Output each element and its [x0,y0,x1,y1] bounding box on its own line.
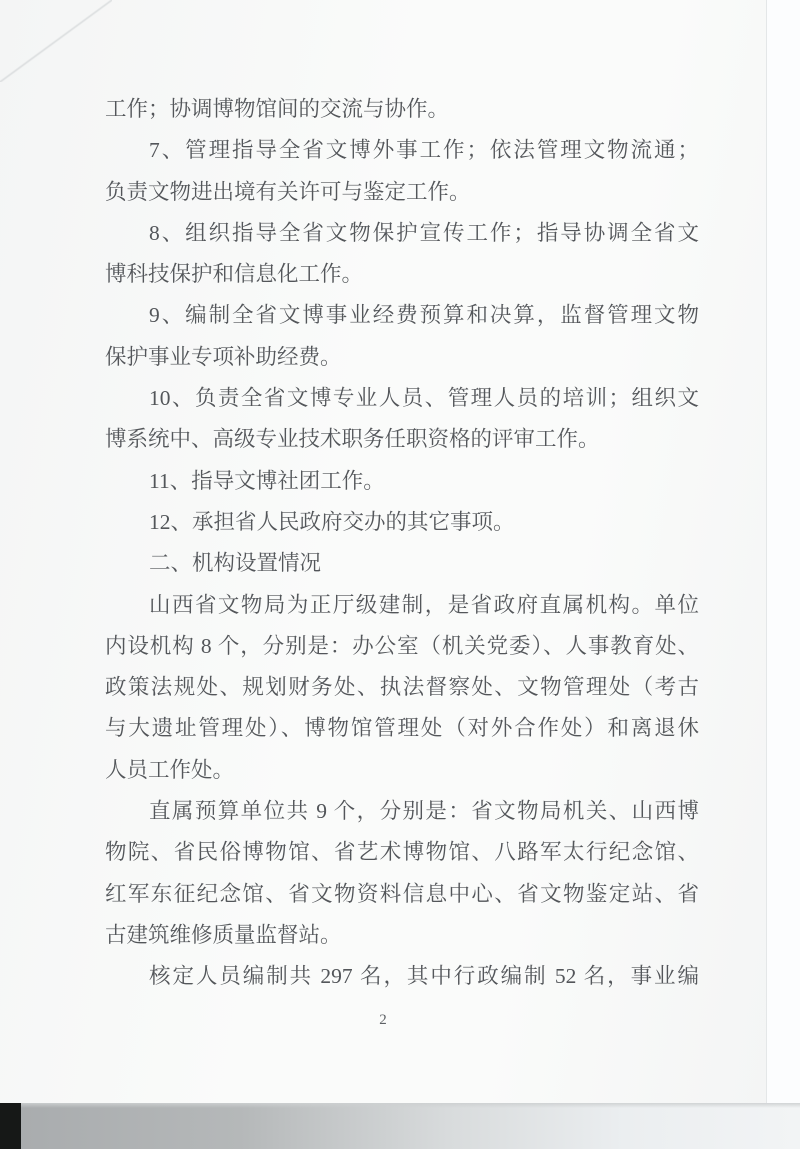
text-line: 保护事业专项补助经费。 [105,344,342,369]
text-line: 红军东征纪念馆、省文物资料信息中心、省文物鉴定站、省 [105,881,699,906]
text-line: 物院、省民俗博物馆、省艺术博物馆、八路军太行纪念馆、 [105,840,699,865]
text-line: 山西省文物局为正厅级建制，是省政府直属机构。单位 [149,592,699,617]
text-line: 古建筑维修质量监督站。 [105,922,342,947]
text-line: 9、编制全省文博事业经费预算和决算，监督管理文物 [149,303,699,328]
text-line: 11、指导文博社团工作。 [149,468,385,493]
text-line: 政策法规处、规划财务处、执法督察处、文物管理处（考古 [105,675,699,700]
text-line: 博科技保护和信息化工作。 [105,262,364,287]
text-line: 7、管理指导全省文博外事工作；依法管理文物流通； [149,138,699,163]
text-line: 10、负责全省文博专业人员、管理人员的培训；组织文 [149,386,699,411]
text-line: 直属预算单位共 9 个，分别是：省文物局机关、山西博 [149,799,699,824]
text-line: 与大遗址管理处）、博物馆管理处（对外合作处）和离退休 [105,716,699,741]
text-line: 12、承担省人民政府交办的其它事项。 [149,509,515,534]
scan-bottom-edge [0,1103,800,1149]
scan-corner-black-mark [0,1103,21,1149]
scan-right-margin [766,0,800,1103]
text-line: 人员工作处。 [105,757,235,782]
text-line: 负责文物进出境有关许可与鉴定工作。 [105,179,471,204]
text-line: 二、机构设置情况 [149,551,322,576]
document-text [105,89,699,998]
text-line: 内设机构 8 个，分别是：办公室（机关党委）、人事教育处、 [105,633,699,658]
text-line: 核定人员编制共 297 名，其中行政编制 52 名，事业编 [149,964,699,989]
paper-crease [0,0,112,82]
text-line: 工作；协调博物馆间的交流与协作。 [105,97,450,121]
text-line: 博系统中、高级专业技术职务任职资格的评审工作。 [105,427,600,452]
text-line: 8、组织指导全省文物保护宣传工作；指导协调全省文 [149,220,699,245]
page-number: 2 [379,1012,387,1028]
